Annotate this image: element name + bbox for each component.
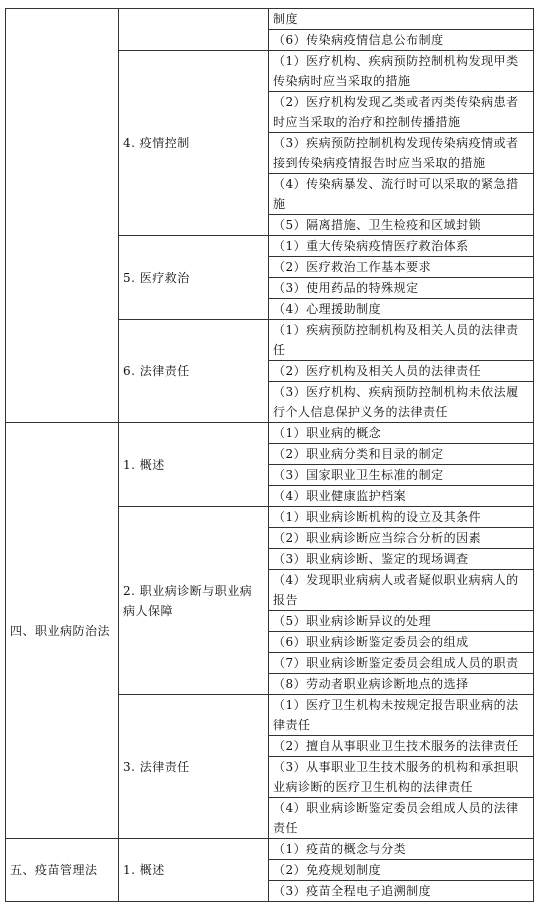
point-cell: （2）擅自从事职业卫生技术服务的法律责任 bbox=[269, 736, 534, 757]
point-cell: （1）医疗卫生机构未按规定报告职业病的法律责任 bbox=[269, 695, 534, 736]
point-cell: （4）传染病暴发、流行时可以采取的紧急措施 bbox=[269, 174, 534, 215]
point-cell: （4）发现职业病病人或者疑似职业病病人的报告 bbox=[269, 570, 534, 611]
point-cell: （2）医疗机构及相关人员的法律责任 bbox=[269, 361, 534, 382]
point-cell: （1）职业病的概念 bbox=[269, 423, 534, 444]
unit-cell: 五、疫苗管理法 bbox=[6, 839, 119, 902]
point-cell: （2）医疗救治工作基本要求 bbox=[269, 257, 534, 278]
point-cell: （1）职业病诊断机构的设立及其条件 bbox=[269, 507, 534, 528]
topic-cell: 1. 概述 bbox=[119, 839, 269, 902]
point-cell: （3）从事职业卫生技术服务的机构和承担职业病诊断的医疗卫生机构的法律责任 bbox=[269, 757, 534, 798]
point-cell: （8）劳动者职业病诊断地点的选择 bbox=[269, 674, 534, 695]
point-cell: （2）职业病诊断应当综合分析的因素 bbox=[269, 528, 534, 549]
point-cell: （4）心理援助制度 bbox=[269, 299, 534, 320]
unit-cell-continued bbox=[6, 9, 119, 423]
point-cell: （6）职业病诊断鉴定委员会的组成 bbox=[269, 632, 534, 653]
point-cell: （1）疾病预防控制机构及相关人员的法律责任 bbox=[269, 320, 534, 361]
point-cell: （2）免疫规划制度 bbox=[269, 860, 534, 881]
point-cell: （4）职业病诊断鉴定委员会组成人员的法律责任 bbox=[269, 798, 534, 839]
point-cell: （3）疾病预防控制机构发现传染病疫情或者接到传染病疫情报告时应当采取的措施 bbox=[269, 133, 534, 174]
point-cell: （1）医疗机构、疾病预防控制机构发现甲类传染病时应当采取的措施 bbox=[269, 51, 534, 92]
point-cell: （5）职业病诊断异议的处理 bbox=[269, 611, 534, 632]
point-cell: （2）医疗机构发现乙类或者丙类传染病患者时应当采取的治疗和控制传播措施 bbox=[269, 92, 534, 133]
point-cell: （2）职业病分类和目录的制定 bbox=[269, 444, 534, 465]
point-cell: （3）医疗机构、疾病预防控制机构未依法履行个人信息保护义务的法律责任 bbox=[269, 382, 534, 423]
unit-cell: 四、职业病防治法 bbox=[6, 423, 119, 839]
topic-cell: 2. 职业病诊断与职业病病人保障 bbox=[119, 507, 269, 695]
point-cell: （3）国家职业卫生标准的制定 bbox=[269, 465, 534, 486]
table-row bbox=[6, 839, 534, 860]
topic-cell-continued bbox=[119, 9, 269, 51]
point-cell: （6）传染病疫情信息公布制度 bbox=[269, 30, 534, 51]
point-cell: （4）职业健康监护档案 bbox=[269, 486, 534, 507]
topic-cell: 3. 法律责任 bbox=[119, 695, 269, 839]
point-cell: （7）职业病诊断鉴定委员会组成人员的职责 bbox=[269, 653, 534, 674]
exam-outline-table bbox=[5, 8, 534, 902]
topic-cell: 4. 疫情控制 bbox=[119, 51, 269, 236]
topic-cell: 5. 医疗救治 bbox=[119, 236, 269, 320]
topic-cell: 1. 概述 bbox=[119, 423, 269, 507]
point-cell: （5）隔离措施、卫生检疫和区域封锁 bbox=[269, 215, 534, 236]
point-cell: （3）使用药品的特殊规定 bbox=[269, 278, 534, 299]
point-cell: 制度 bbox=[269, 9, 534, 30]
table-row bbox=[6, 423, 534, 444]
point-cell: （1）疫苗的概念与分类 bbox=[269, 839, 534, 860]
point-cell: （1）重大传染病疫情医疗救治体系 bbox=[269, 236, 534, 257]
topic-cell: 6. 法律责任 bbox=[119, 320, 269, 423]
table-row bbox=[6, 9, 534, 30]
point-cell: （3）疫苗全程电子追溯制度 bbox=[269, 881, 534, 902]
point-cell: （3）职业病诊断、鉴定的现场调查 bbox=[269, 549, 534, 570]
